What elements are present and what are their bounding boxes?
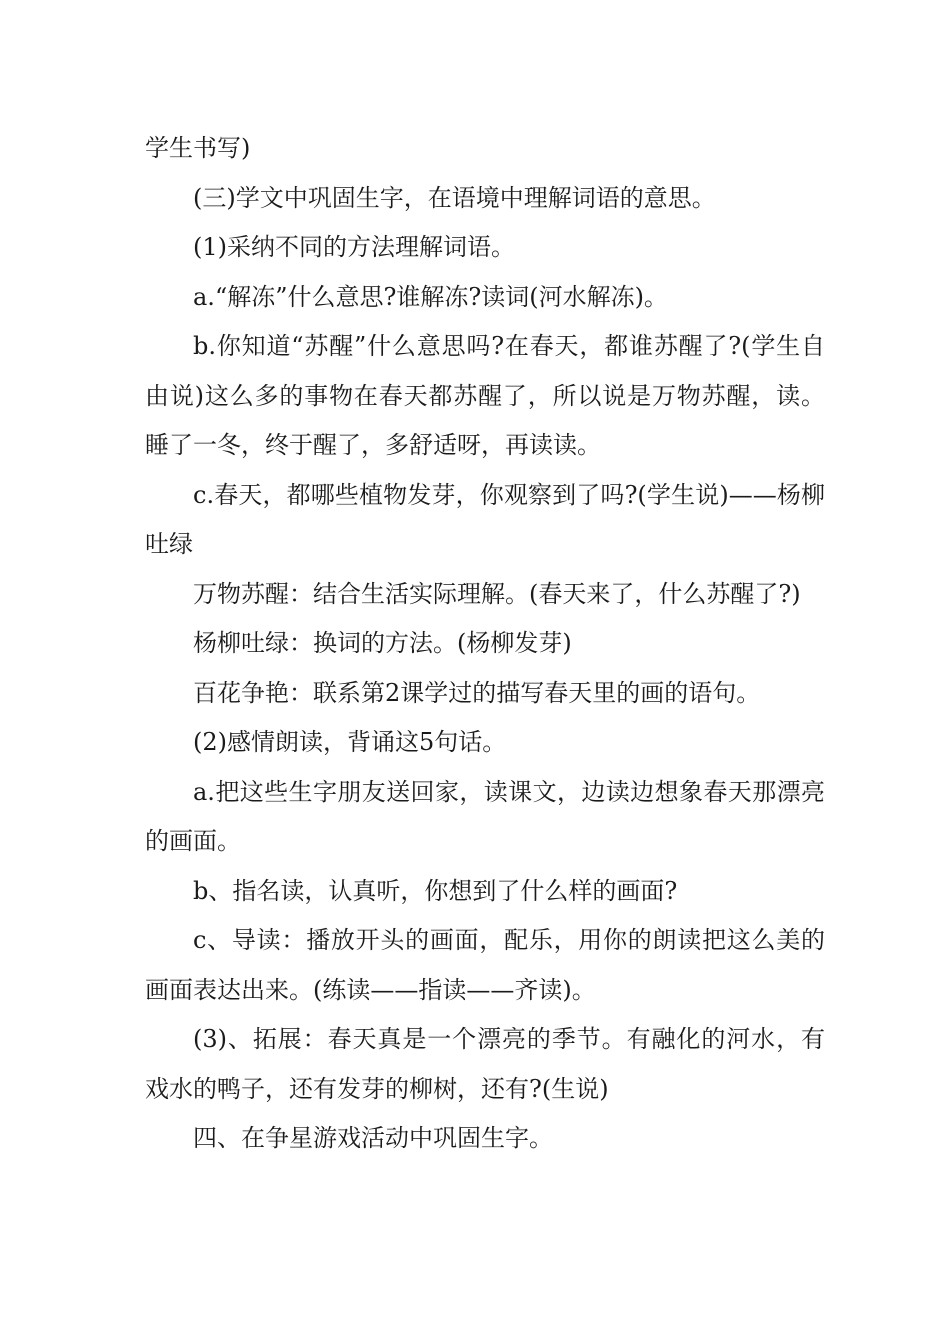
paragraph-item-a: a.把这些生字朋友送回家，读课文，边读边想象春天那漂亮的画面。 <box>145 777 825 855</box>
paragraph-item-c: c、导读：播放开头的画面，配乐，用你的朗读把这么美的画面表达出来。(练读——指读——齐读)。 <box>145 926 825 1004</box>
paragraph-term-wanwu: 万物苏醒：结合生活实际理解。(春天来了，什么苏醒了?) <box>193 579 801 608</box>
paragraph-item-a: a.“解冻”什么意思?谁解冻?读词(河水解冻)。 <box>193 282 668 311</box>
paragraph-term-yangliu: 杨柳吐绿：换词的方法。(杨柳发芽) <box>193 629 572 657</box>
paragraph-section-heading: (三)学文中巩固生字，在语境中理解词语的意思。 <box>193 183 716 212</box>
paragraph-subheading: (2)感情朗读，背诵这5句话。 <box>193 728 507 756</box>
paragraph-item-b: b.你知道“苏醒”什么意思吗?在春天，都谁苏醒了?(学生自由说)这么多的事物在春天都苏醒了，所以说是万物苏醒，读。睡了一冬，终于醒了，多舒适呀，再读读。 <box>145 332 825 459</box>
paragraph-item-b: b、指名读，认真听，你想到了什么样的画面? <box>193 876 678 905</box>
document-body <box>145 124 825 1164</box>
paragraph-section-heading: 四、在争星游戏活动中巩固生字。 <box>193 1124 553 1152</box>
paragraph-item-c: c.春天，都哪些植物发芽，你观察到了吗?(学生说)——杨柳吐绿 <box>145 480 825 558</box>
paragraph-subheading: (3)、拓展：春天真是一个漂亮的季节。有融化的河水，有戏水的鸭子，还有发芽的柳树，还有?(生说) <box>145 1025 825 1103</box>
paragraph-subheading: (1)采纳不同的方法理解词语。 <box>193 233 515 261</box>
paragraph-term-baihua: 百花争艳：联系第2课学过的描写春天里的画的语句。 <box>193 678 761 707</box>
paragraph-continuation: 学生书写) <box>145 134 251 162</box>
